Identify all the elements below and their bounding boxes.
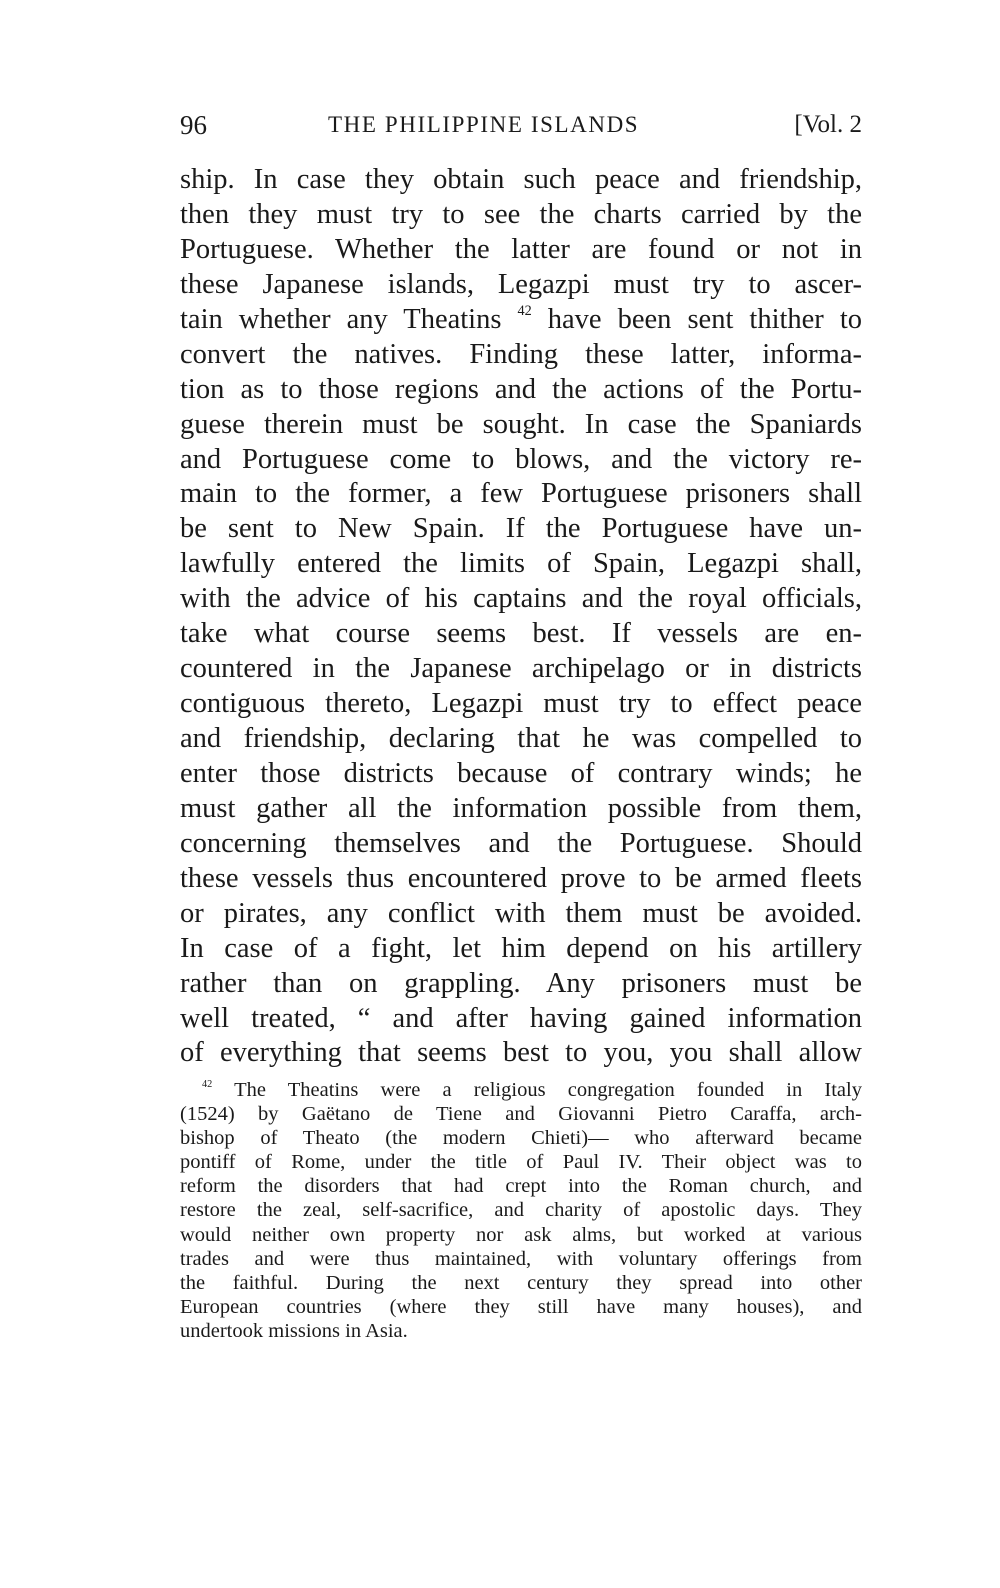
- text-line: well treated, “ and after having gained information: [180, 1002, 862, 1034]
- footnote-line: restore the zeal, self-sacrifice, and charity of apostolic days. They: [180, 1199, 862, 1222]
- text-line: and Portuguese come to blows, and the victory re-: [180, 443, 862, 475]
- text-line: of everything that seems best to you, you shall allow: [180, 1037, 862, 1069]
- body-text: [180, 163, 862, 1071]
- running-title: THE PHILIPPINE ISLANDS: [328, 112, 640, 137]
- text-line: Portuguese. Whether the latter are found or not in: [180, 233, 862, 265]
- footnote-marker: 42: [202, 1078, 213, 1090]
- text-line-with-footnote-ref: [180, 303, 862, 338]
- text-line: guese therein must be sought. In case the Spaniards: [180, 408, 862, 440]
- footnote-line: bishop of Theato (the modern Chieti)— who afterward became: [180, 1127, 862, 1150]
- text-fragment: tain whether any Theatins: [180, 303, 502, 335]
- text-line: rather than on grappling. Any prisoners must be: [180, 967, 862, 999]
- text-line: or pirates, any conflict with them must be avoided.: [180, 897, 862, 929]
- footnote-line: the faithful. During the next century they spread into other: [180, 1271, 862, 1294]
- footnote-line: reform the disorders that had crept into the Roman church, and: [180, 1175, 862, 1198]
- text-line: tion as to those regions and the actions of the Portu-: [180, 373, 862, 405]
- text-line: be sent to New Spain. If the Portuguese have un-: [180, 513, 862, 545]
- text-line: lawfully entered the limits of Spain, Legazpi shall,: [180, 548, 862, 580]
- text-line: enter those districts because of contrary winds; he: [180, 757, 862, 789]
- text-line: ship. In case they obtain such peace and friendship,: [180, 164, 862, 195]
- volume-label: [Vol. 2: [794, 111, 862, 138]
- text-line: and friendship, declaring that he was compelled to: [180, 723, 862, 754]
- text-line: then they must try to see the charts carried by the: [180, 198, 862, 230]
- text-line: concerning themselves and the Portuguese. Should: [180, 827, 862, 859]
- footnote-line: pontiff of Rome, under the title of Paul IV. Their object was to: [180, 1151, 862, 1174]
- text-line: these vessels thus encountered prove to be armed fleets: [180, 862, 862, 894]
- text-fragment: have been sent thither to: [547, 303, 863, 335]
- text-line: these Japanese islands, Legazpi must try to ascer-: [180, 268, 862, 300]
- text-line: main to the former, a few Portuguese prisoners shall: [180, 478, 862, 510]
- page-number: 96: [180, 110, 207, 140]
- text-line: contiguous thereto, Legazpi must try to effect peace: [180, 688, 862, 720]
- footnote-line: would neither own property nor ask alms, but worked at various: [180, 1223, 862, 1246]
- text-line: countered in the Japanese archipelago or in districts: [180, 653, 862, 685]
- running-header: [180, 108, 862, 142]
- text-line: with the advice of his captains and the royal officials,: [180, 583, 862, 615]
- footnote-line: (1524) by Gaëtano de Tiene and Giovanni Pietro Caraffa, arch-: [180, 1103, 862, 1126]
- text-line: convert the natives. Finding these latter, informa-: [180, 338, 862, 370]
- text-line: take what course seems best. If vessels are en-: [180, 618, 862, 650]
- footnote: [180, 1078, 862, 1343]
- footnote-reference[interactable]: 42: [517, 302, 532, 319]
- footnote-line: [180, 1078, 862, 1102]
- text-fragment: The Theatins were a religious congregation founded in Italy: [234, 1079, 862, 1101]
- text-line: In case of a fight, let him depend on his artillery: [180, 932, 862, 964]
- text-line: must gather all the information possible from them,: [180, 792, 862, 824]
- footnote-line: European countries (where they still have many houses), and: [180, 1295, 862, 1318]
- footnote-line: undertook missions in Asia.: [180, 1319, 408, 1342]
- footnote-line: trades and were thus maintained, with voluntary offerings from: [180, 1247, 862, 1270]
